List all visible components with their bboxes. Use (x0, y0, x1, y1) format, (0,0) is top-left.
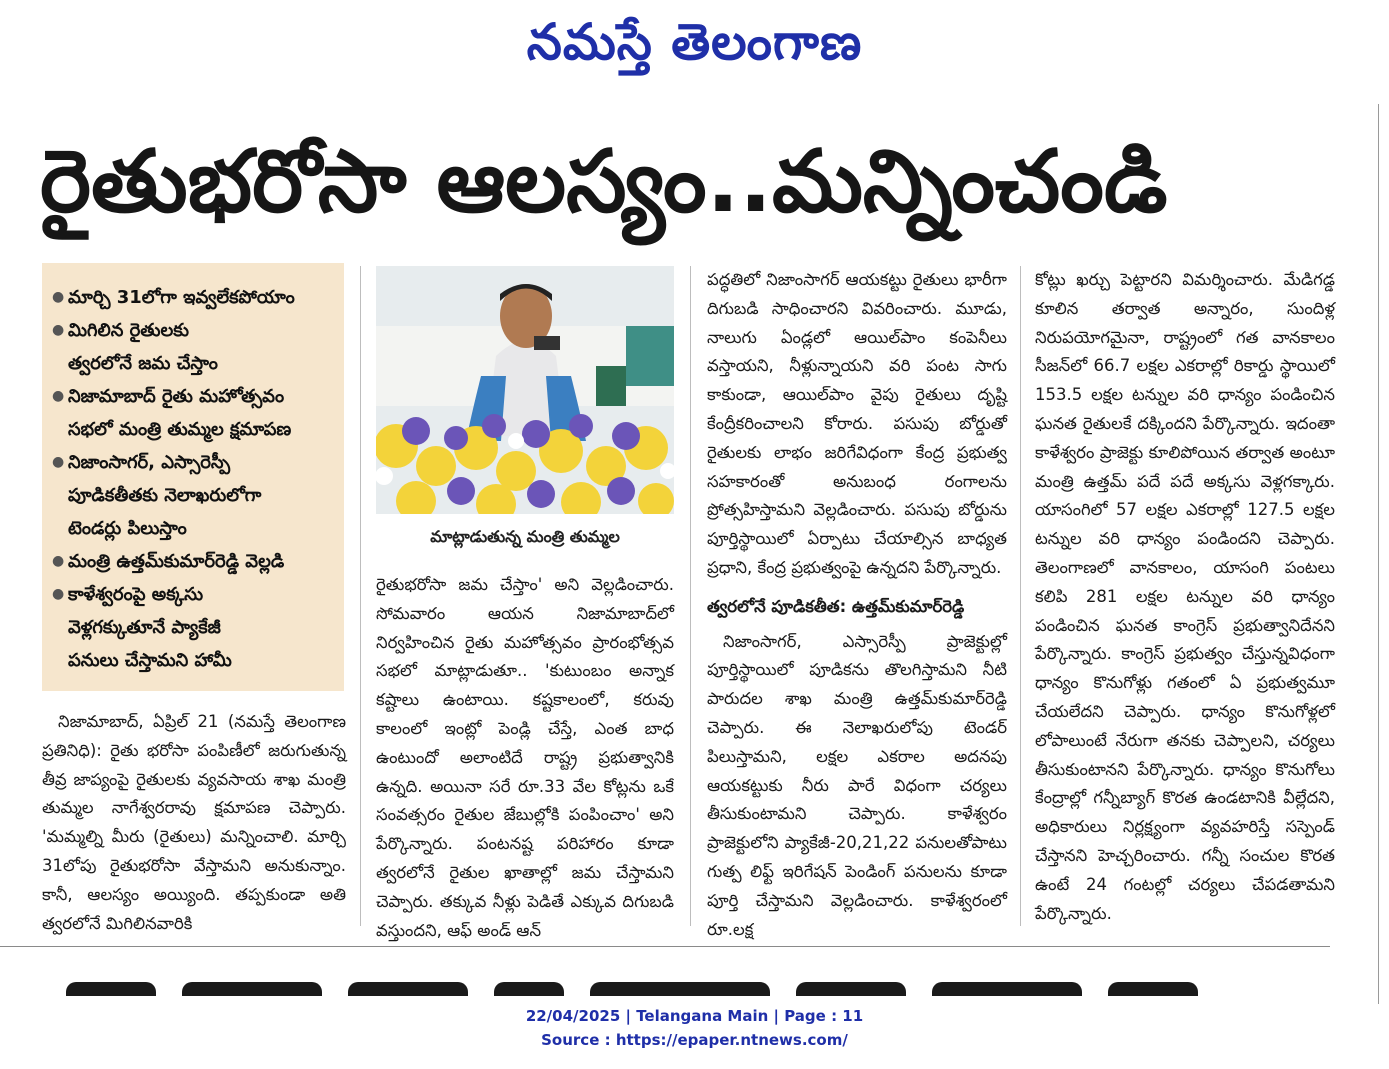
source-link[interactable]: Source : https://epaper.ntnews.com/ (541, 1031, 848, 1049)
article-column-1 (42, 708, 346, 938)
highlight-item: ● కాళేశ్వరంపై అక్కసు వెళ్లగక్కుతూనే ప్యాకేజీ పనులు చేస్తామని హామీ (52, 578, 338, 677)
column-divider (690, 266, 691, 926)
bullet-icon: ● (52, 454, 65, 470)
article-paragraph: కోట్లు ఖర్చు పెట్టారని విమర్శించారు. మేడిగడ్డ కూలిన తర్వాత అన్నారం, సుందిళ్ల నిరుపయోగమైనా, రాష్ట్రంలో గత వానకాలం సీజన్‌లో 66.7 లక్షల ఎకరాల్లో రికార్డు స్థాయిలో 153.5 లక్షల టన్నుల వరి ధాన్యం పండించిన ఘనత రైతులకే దక్కిందని పేర్కొన్నారు. ఇదంతా కాళేశ్వరం ప్రాజెక్టు కూలిపోయిన తర్వాత అంటూ మంత్రి ఉత్తమ్ పదే పదే అక్కసు వెళ్లగక్కారు. యాసంగిలో 57 లక్షల ఎకరాల్లో 127.5 లక్షల టన్నుల వరి ధాన్యం పండిందని చెప్పారు. తెలంగాణలో వానకాలం, యాసంగి పంటలు కలిపి 281 లక్షల టన్నుల వరి ధాన్యం పండించిన ఘనత కాంగ్రెస్ ప్రభుత్వానిదేనని పేర్కొన్నారు. కాంగ్రెస్ ప్రభుత్వం చేస్తున్నవిధంగా ధాన్యం కొనుగోళ్లు గతంలో ఏ ప్రభుత్వమూ చేయలేదని చెప్పారు. ధాన్యం కొనుగోళ్లలో లోపాలుంటే నేరుగా తనకు చెప్పాలని, చర్యలు తీసుకుంటానని పేర్కొన్నారు. ధాన్యం కొనుగోలు కేంద్రాల్లో గన్నీబ్యాగ్ కొరత ఉండటానికి వీల్లేదని, అధికారులు నిర్లక్ష్యంగా వ్యవహరిస్తే సస్పెండ్ చేస్తానని హెచ్చరించారు. గన్నీ సంచుల కొరత ఉంటే 24 గంటల్లో చర్యలు చేపడతామని పేర్కొన్నారు. (1035, 270, 1335, 923)
highlight-item: ● నిజాంసాగర్, ఎస్సారెస్పీ పూడికతీతకు నెలాఖరులోగా టెండర్లు పిలుస్తాం (52, 446, 338, 545)
article-paragraph: రైతుభరోసా జమ చేస్తాం' అని వెల్లడించారు. సోమవారం ఆయన నిజామాబాద్‌లో నిర్వహించిన రైతు మహోత్సవం ప్రారంభోత్సవ సభలో మాట్లాడుతూ.. 'కుటుంబం అన్నాక కష్టాలు ఉంటాయి. కష్టకాలంలో, కరువు కాలంలో ఇంట్లో పెండ్లి చేస్తే, ఎంత బాధ ఉంటుందో అలాంటిదే రాష్ట్ర ప్రభుత్వానికి ఉన్నది. అయినా సరే రూ.33 వేల కోట్లను ఒకే సంవత్సరం రైతుల జేబుల్లోకి పంపించాం' అని పేర్కొన్నారు. పంటనష్ట పరిహారం కూడా త్వరలోనే రైతుల ఖాతాల్లో జమ చేస్తామని చెప్పారు. తక్కువ నీళ్లు పెడితే ఎక్కువ దిగుబడి వస్తుందని, ఆఫ్ అండ్ ఆన్ (376, 575, 674, 940)
highlight-item: ● మిగిలిన రైతులకు త్వరలోనే జమ చేస్తాం (52, 314, 338, 380)
speaker-image (376, 266, 674, 514)
highlight-item: ● మార్చి 31లోగా ఇవ్వలేకపోయాం (52, 281, 338, 314)
bullet-icon: ● (52, 586, 65, 602)
page-footer (0, 1004, 1389, 1052)
edition-info: 22/04/2025 | Telangana Main | Page : 11 (525, 1007, 864, 1025)
bullet-icon: ● (52, 388, 65, 404)
column-divider (360, 266, 361, 926)
highlight-item: ● నిజామాబాద్ రైతు మహోత్సవం సభలో మంత్రి తుమ్మల క్షమాపణ (52, 380, 338, 446)
minister-photo (376, 266, 674, 514)
photo-caption: మాట్లాడుతున్న మంత్రి తుమ్మల (430, 527, 620, 546)
article-paragraph: నిజామాబాద్, ఏప్రిల్ 21 (నమస్తే తెలంగాణ ప్రతినిధి): రైతు భరోసా పంపిణీలో జరుగుతున్న తీవ్ర జాప్యంపై రైతులకు వ్యవసాయ శాఖ మంత్రి తుమ్మల నాగేశ్వరరావు క్షమాపణ చెప్పారు. 'మమ్మల్ని మీరు (రైతులు) మన్నించాలి. మార్చి 31లోపు రైతుభరోసా వేస్తామని అనుకున్నాం. కానీ, ఆలస్యం అయ్యింది. తప్పకుండా అతి త్వరలోనే మిగిలినవారికి (42, 712, 346, 933)
masthead-logo (0, 4, 1389, 84)
page-edge-rule (1378, 104, 1379, 1004)
bullet-icon: ● (52, 289, 65, 305)
article-column-4 (1035, 266, 1335, 928)
next-article-headline-cutoff (66, 976, 1290, 996)
highlights-box (42, 263, 344, 691)
highlight-item: ● మంత్రి ఉత్తమ్‌కుమార్‌రెడ్డి వెల్లడి (52, 545, 338, 578)
article-paragraph: నిజాంసాగర్, ఎస్సారెస్పీ ప్రాజెక్టుల్లో పూర్తిస్థాయిలో పూడికను తొలగిస్తామని నీటి పారుదల శాఖ మంత్రి ఉత్తమ్‌కుమార్‌రెడ్డి చెప్పారు. ఈ నెలాఖరులోపు టెండర్ పిలుస్తామని, లక్షల ఎకరాల అదనపు ఆయకట్టుకు నీరు పారే విధంగా చర్యలు తీసుకుంటామని చెప్పారు. కాళేశ్వరం ప్రాజెక్టులోని ప్యాకేజీ-20,21,22 పనులతోపాటు గుత్ప లిఫ్ట్ ఇరిగేషన్ పెండింగ్ పనులను కూడా పూర్తి చేస్తామని వెల్లడించారు. కాళేశ్వరంలో రూ.లక్ష (707, 631, 1007, 939)
article-subheading: త్వరలోనే పూడికతీత: ఉత్తమ్‌కుమార్‌రెడ్డి (707, 596, 965, 616)
article-paragraph: పద్ధతిలో నిజాంసాగర్ ఆయకట్టు రైతులు భారీగా దిగుబడి సాధించారని వివరించారు. మూడు, నాలుగు ఏండ్లలో ఆయిల్‌పాం కంపెనీలు వస్తాయని, నీళ్లున్నాయని వరి పంట సాగు కాకుండా, ఆయిల్‌పాం వైపు రైతులు దృష్టి కేంద్రీకరించాలని కోరారు. పసుపు బోర్డుతో రైతులకు లాభం జరిగేవిధంగా కేంద్ర ప్రభుత్వ సహకారంతో అనుబంధ రంగాలను ప్రోత్సహిస్తామని వెల్లడించారు. పసుపు బోర్డును పూర్తిస్థాయిలో ఏర్పాటు చేయాల్సిన బాధ్యత ప్రధాని, కేంద్ర ప్రభుత్వంపై ఉన్నదని పేర్కొన్నారు. (707, 270, 1007, 577)
bullet-icon: ● (52, 553, 65, 569)
section-divider (0, 946, 1330, 947)
article-column-3 (707, 266, 1007, 944)
column-divider (1020, 266, 1021, 926)
masthead-title: నమస్తే తెలంగాణ (526, 13, 863, 71)
headline: రైతుభరోసా ఆలస్యం..మన్నించండి (40, 132, 1168, 232)
bullet-icon: ● (52, 322, 65, 338)
article-column-2 (376, 571, 674, 945)
